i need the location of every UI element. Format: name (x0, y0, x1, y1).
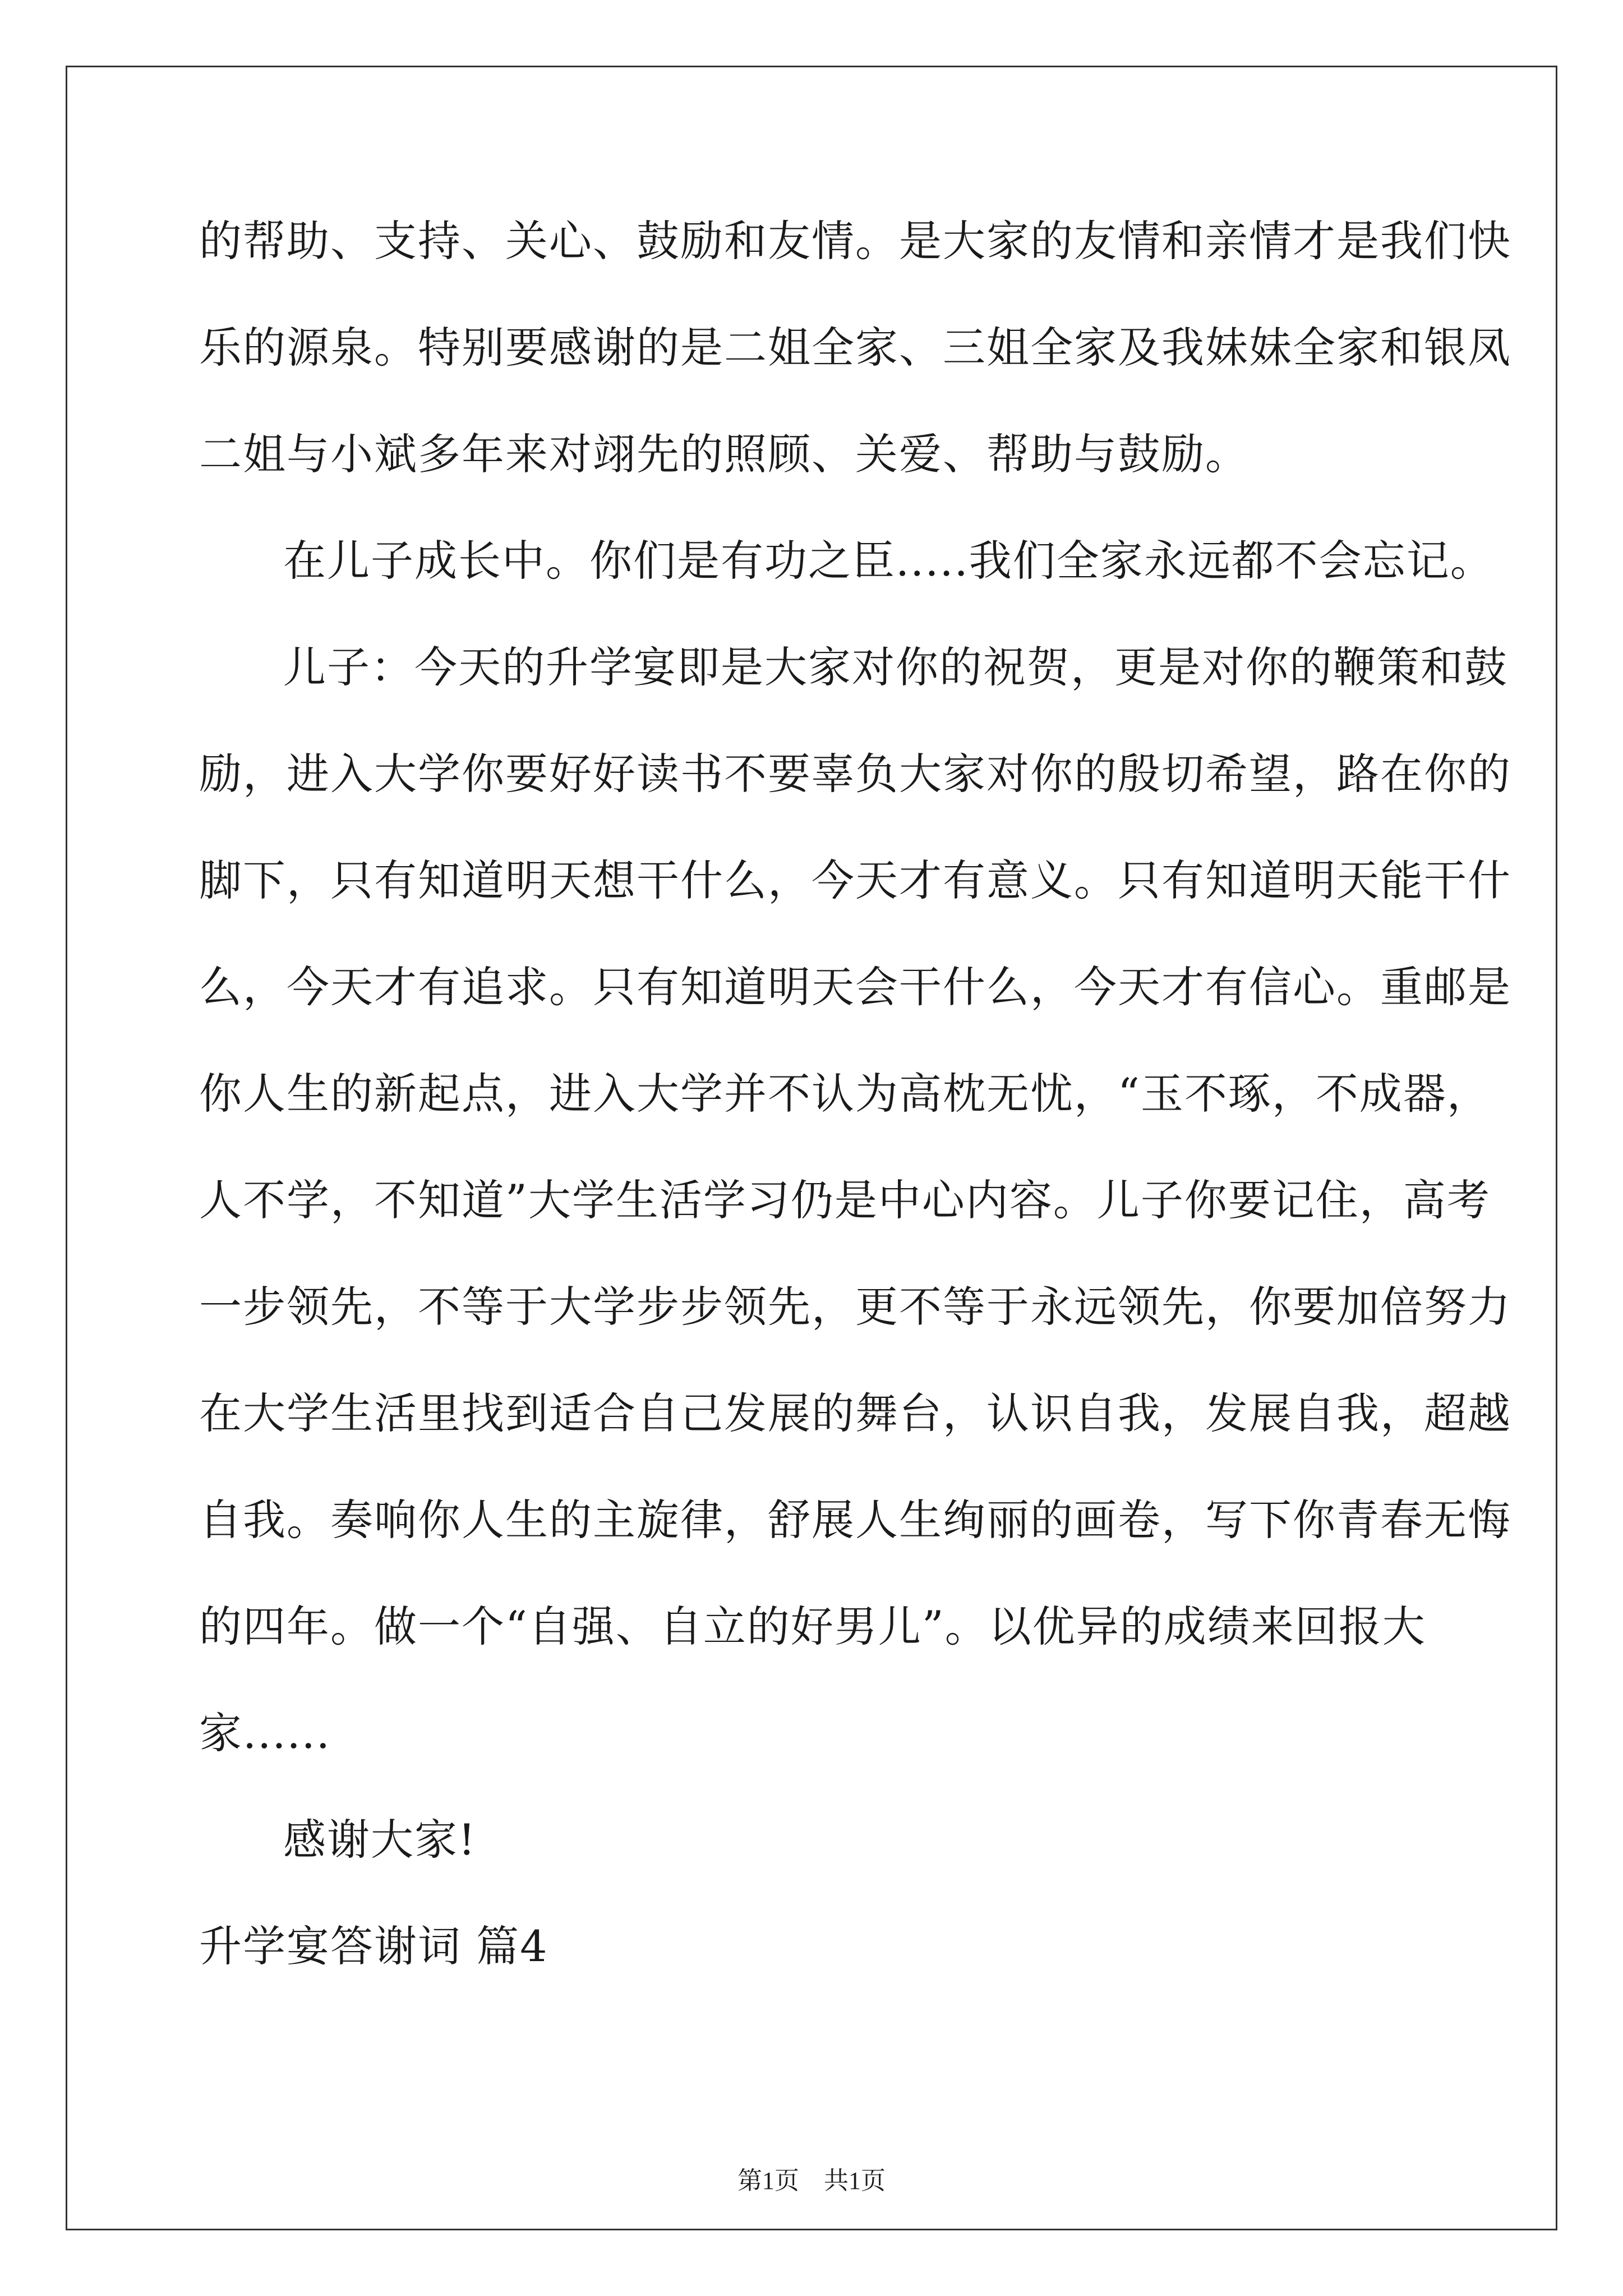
text-line: 一步领先，不等于大学步步领先，更不等于永远领先，你要加倍努力 (199, 1282, 1511, 1332)
text-line: 脚下，只有知道明天想干什么，今天才有意义。只有知道明天能干什 (199, 855, 1511, 905)
text-line: 家...... (199, 1708, 331, 1758)
text-line: 自我。奏响你人生的主旋律，舒展人生绚丽的画卷，写下你青春无悔 (199, 1495, 1511, 1545)
text-line: 的四年。做一个“自强、自立的好男儿”。以优异的成绩来回报大 (199, 1602, 1426, 1651)
text-line: 儿子：今天的升学宴即是大家对你的祝贺，更是对你的鞭策和鼓 (283, 642, 1508, 692)
text-line: 么，今天才有追求。只有知道明天会干什么，今天才有信心。重邮是 (199, 962, 1511, 1012)
section-heading: 升学宴答谢词 篇4 (199, 1921, 548, 1971)
text-line: 二姐与小斌多年来对翊先的照顾、关爱、帮助与鼓励。 (199, 429, 1249, 479)
page-number-footer: 第1页 共1页 (737, 2167, 886, 2194)
text-line: 在大学生活里找到适合自己发展的舞台，认识自我，发展自我，超越 (199, 1388, 1511, 1438)
text-line: 人不学，不知道”大学生活学习仍是中心内容。儿子你要记住，高考 (199, 1175, 1491, 1225)
text-line: 的帮助、支持、关心、鼓励和友情。是大家的友情和亲情才是我们快 (199, 216, 1511, 266)
page-frame (66, 66, 1557, 2230)
text-line: 乐的源泉。特别要感谢的是二姐全家、三姐全家及我妹妹全家和银凤 (199, 323, 1511, 372)
text-line: 励，进入大学你要好好读书不要辜负大家对你的殷切希望，路在你的 (199, 749, 1511, 799)
text-line: 在儿子成长中。你们是有功之臣.....我们全家永远都不会忘记。 (283, 536, 1494, 586)
text-line: 感谢大家! (283, 1815, 477, 1865)
text-line: 你人生的新起点，进入大学并不认为高枕无忧，“玉不琢，不成器， (199, 1069, 1491, 1119)
